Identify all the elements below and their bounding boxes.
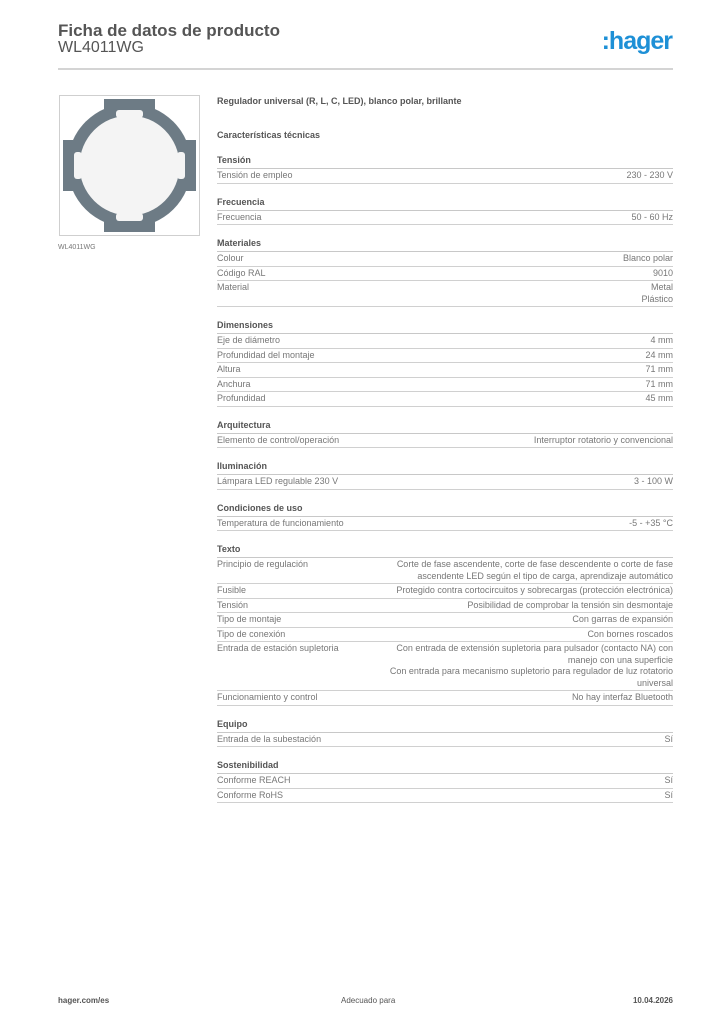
- spec-section: [217, 718, 673, 748]
- spec-value: [372, 253, 673, 265]
- spec-value-line: 230 - 230 V: [626, 170, 673, 180]
- spec-value: [372, 775, 673, 787]
- spec-value: [372, 585, 673, 597]
- spec-value: [372, 518, 673, 530]
- spec-label: Material: [217, 282, 250, 292]
- spec-content: [217, 96, 673, 803]
- spec-value-line: Plástico: [641, 293, 673, 304]
- spec-section: [217, 502, 673, 532]
- spec-value-line: Con entrada para mecanismo supletorio para regulador de luz rotatorio: [389, 666, 673, 676]
- spec-value: [372, 734, 673, 746]
- product-description: Regulador universal (R, L, C, LED), blanco polar, brillante: [217, 96, 462, 106]
- header-divider: [58, 68, 673, 70]
- spec-value-line: Con bornes roscados: [587, 628, 673, 639]
- spec-label: Profundidad del montaje: [217, 349, 315, 360]
- spec-value: [372, 629, 673, 641]
- spec-row: [217, 434, 673, 449]
- spec-value: [372, 364, 673, 376]
- spec-row: [217, 211, 673, 226]
- spec-value-line: Corte de fase ascendente, corte de fase descendente o corte de fase: [396, 559, 673, 569]
- spec-label: Lámpara LED regulable 230 V: [217, 476, 339, 486]
- product-image-caption: WL4011WG: [58, 244, 96, 251]
- spec-value: [372, 282, 673, 305]
- footer-center: Adecuado para: [341, 996, 396, 1005]
- spec-section: [217, 237, 673, 307]
- spec-row: [217, 267, 673, 282]
- spec-label: Entrada de la subestación: [217, 733, 322, 744]
- spec-row: [217, 252, 673, 267]
- spec-value-line: Posibilidad de comprobar la tensión sin desmontaje: [467, 599, 673, 610]
- section-title: Texto: [217, 543, 673, 558]
- section-title: Dimensiones: [217, 319, 673, 334]
- spec-value-line: 45 mm: [645, 393, 673, 403]
- tech-characteristics-title: Características técnicas: [217, 130, 321, 140]
- spec-sections: [217, 154, 673, 803]
- section-title: Frecuencia: [217, 196, 673, 211]
- spec-value: [372, 643, 673, 689]
- spec-row: [217, 584, 673, 599]
- spec-row: [217, 281, 673, 307]
- spec-value-line: Sí: [664, 789, 673, 800]
- spec-value: [372, 692, 673, 704]
- spec-value-line: Sí: [664, 775, 673, 785]
- page-title: Ficha de datos de producto: [58, 21, 280, 40]
- hager-logo: :hager: [601, 27, 672, 55]
- spec-row: [217, 774, 673, 789]
- footer-date: 10.04.2026: [632, 996, 673, 1005]
- spec-value-line: 24 mm: [645, 349, 673, 360]
- product-image: [59, 95, 200, 236]
- spec-row: [217, 334, 673, 349]
- spec-value-line: Protegido contra cortocircuitos y sobrecargas (protección electrónica): [396, 585, 673, 595]
- section-title: Condiciones de uso: [217, 502, 673, 517]
- spec-value-line: Con garras de expansión: [572, 614, 673, 624]
- spec-label: Entrada de estación supletoria: [217, 643, 339, 653]
- spec-value-line: universal: [636, 677, 673, 688]
- spec-value-line: Con entrada de extensión supletoria para pulsador (contacto NA) con: [396, 643, 673, 653]
- spec-label: Conforme REACH: [217, 775, 291, 785]
- spec-label: Funcionamiento y control: [217, 692, 318, 702]
- spec-value-line: 9010: [652, 267, 673, 278]
- spec-row: [217, 628, 673, 643]
- spec-label: Fusible: [217, 585, 247, 595]
- spec-value-line: Metal: [650, 282, 673, 292]
- spec-value-line: 4 mm: [650, 335, 673, 345]
- spec-label: Frecuencia: [217, 211, 262, 222]
- spec-row: [217, 349, 673, 364]
- spec-value: [372, 268, 673, 280]
- spec-value: [372, 393, 673, 405]
- spec-value-line: Interruptor rotatorio y convencional: [533, 434, 673, 445]
- spec-value: [372, 350, 673, 362]
- section-title: Arquitectura: [217, 419, 673, 434]
- spec-label: Tipo de montaje: [217, 614, 282, 624]
- section-title: Equipo: [217, 718, 673, 733]
- spec-value: [372, 600, 673, 612]
- spec-label: Código RAL: [217, 267, 266, 278]
- spec-value-line: ascendente LED según el tipo de carga, aprendizaje automático: [417, 570, 673, 581]
- spec-row: [217, 475, 673, 490]
- spec-row: [217, 599, 673, 614]
- spec-value: [372, 379, 673, 391]
- spec-label: Conforme RoHS: [217, 789, 284, 800]
- section-title: Tensión: [217, 154, 673, 169]
- spec-value-line: No hay interfaz Bluetooth: [571, 692, 673, 702]
- spec-section: [217, 154, 673, 184]
- spec-value-line: 3 - 100 W: [633, 476, 673, 486]
- spec-section: [217, 319, 673, 407]
- spec-label: Tensión: [217, 599, 249, 610]
- spec-label: Elemento de control/operación: [217, 434, 340, 445]
- spec-value: [372, 435, 673, 447]
- spec-label: Colour: [217, 253, 244, 263]
- spec-value-line: -5 - +35 °C: [629, 517, 673, 528]
- spec-row: [217, 363, 673, 378]
- spec-value-line: 71 mm: [645, 378, 673, 389]
- spec-label: Principio de regulación: [217, 559, 309, 569]
- section-title: Materiales: [217, 237, 673, 252]
- spec-value: [372, 335, 673, 347]
- spec-row: [217, 392, 673, 407]
- spec-row: [217, 517, 673, 532]
- spec-label: Tensión de empleo: [217, 170, 293, 180]
- spec-row: [217, 691, 673, 706]
- spec-label: Profundidad: [217, 393, 266, 403]
- spec-row: [217, 642, 673, 691]
- spec-value: [372, 614, 673, 626]
- spec-value-line: 50 - 60 Hz: [631, 211, 673, 222]
- spec-label: Anchura: [217, 378, 251, 389]
- spec-label: Temperatura de funcionamiento: [217, 517, 344, 528]
- spec-row: [217, 789, 673, 804]
- spec-row: [217, 733, 673, 748]
- spec-row: [217, 169, 673, 184]
- spec-row: [217, 378, 673, 393]
- spec-section: [217, 419, 673, 449]
- spec-value: [372, 170, 673, 182]
- spec-section: [217, 543, 673, 706]
- spec-value: [372, 790, 673, 802]
- spec-row: [217, 558, 673, 584]
- spec-label: Eje de diámetro: [217, 335, 281, 345]
- product-code: WL4011WG: [58, 39, 144, 56]
- section-title: Sostenibilidad: [217, 759, 673, 774]
- spec-value-line: Blanco polar: [622, 253, 673, 263]
- spec-section: [217, 460, 673, 490]
- spec-section: [217, 196, 673, 226]
- spec-value: [372, 212, 673, 224]
- spec-value: [372, 476, 673, 488]
- spec-section: [217, 759, 673, 803]
- footer-website: hager.com/es: [58, 996, 110, 1005]
- section-title: Iluminación: [217, 460, 673, 475]
- spec-value-line: manejo con una superficie: [567, 654, 673, 665]
- spec-value-line: 71 mm: [645, 364, 673, 374]
- spec-label: Altura: [217, 364, 241, 374]
- spec-row: [217, 613, 673, 628]
- spec-value: [372, 559, 673, 582]
- spec-value-line: Sí: [664, 733, 673, 744]
- spec-label: Tipo de conexión: [217, 628, 286, 639]
